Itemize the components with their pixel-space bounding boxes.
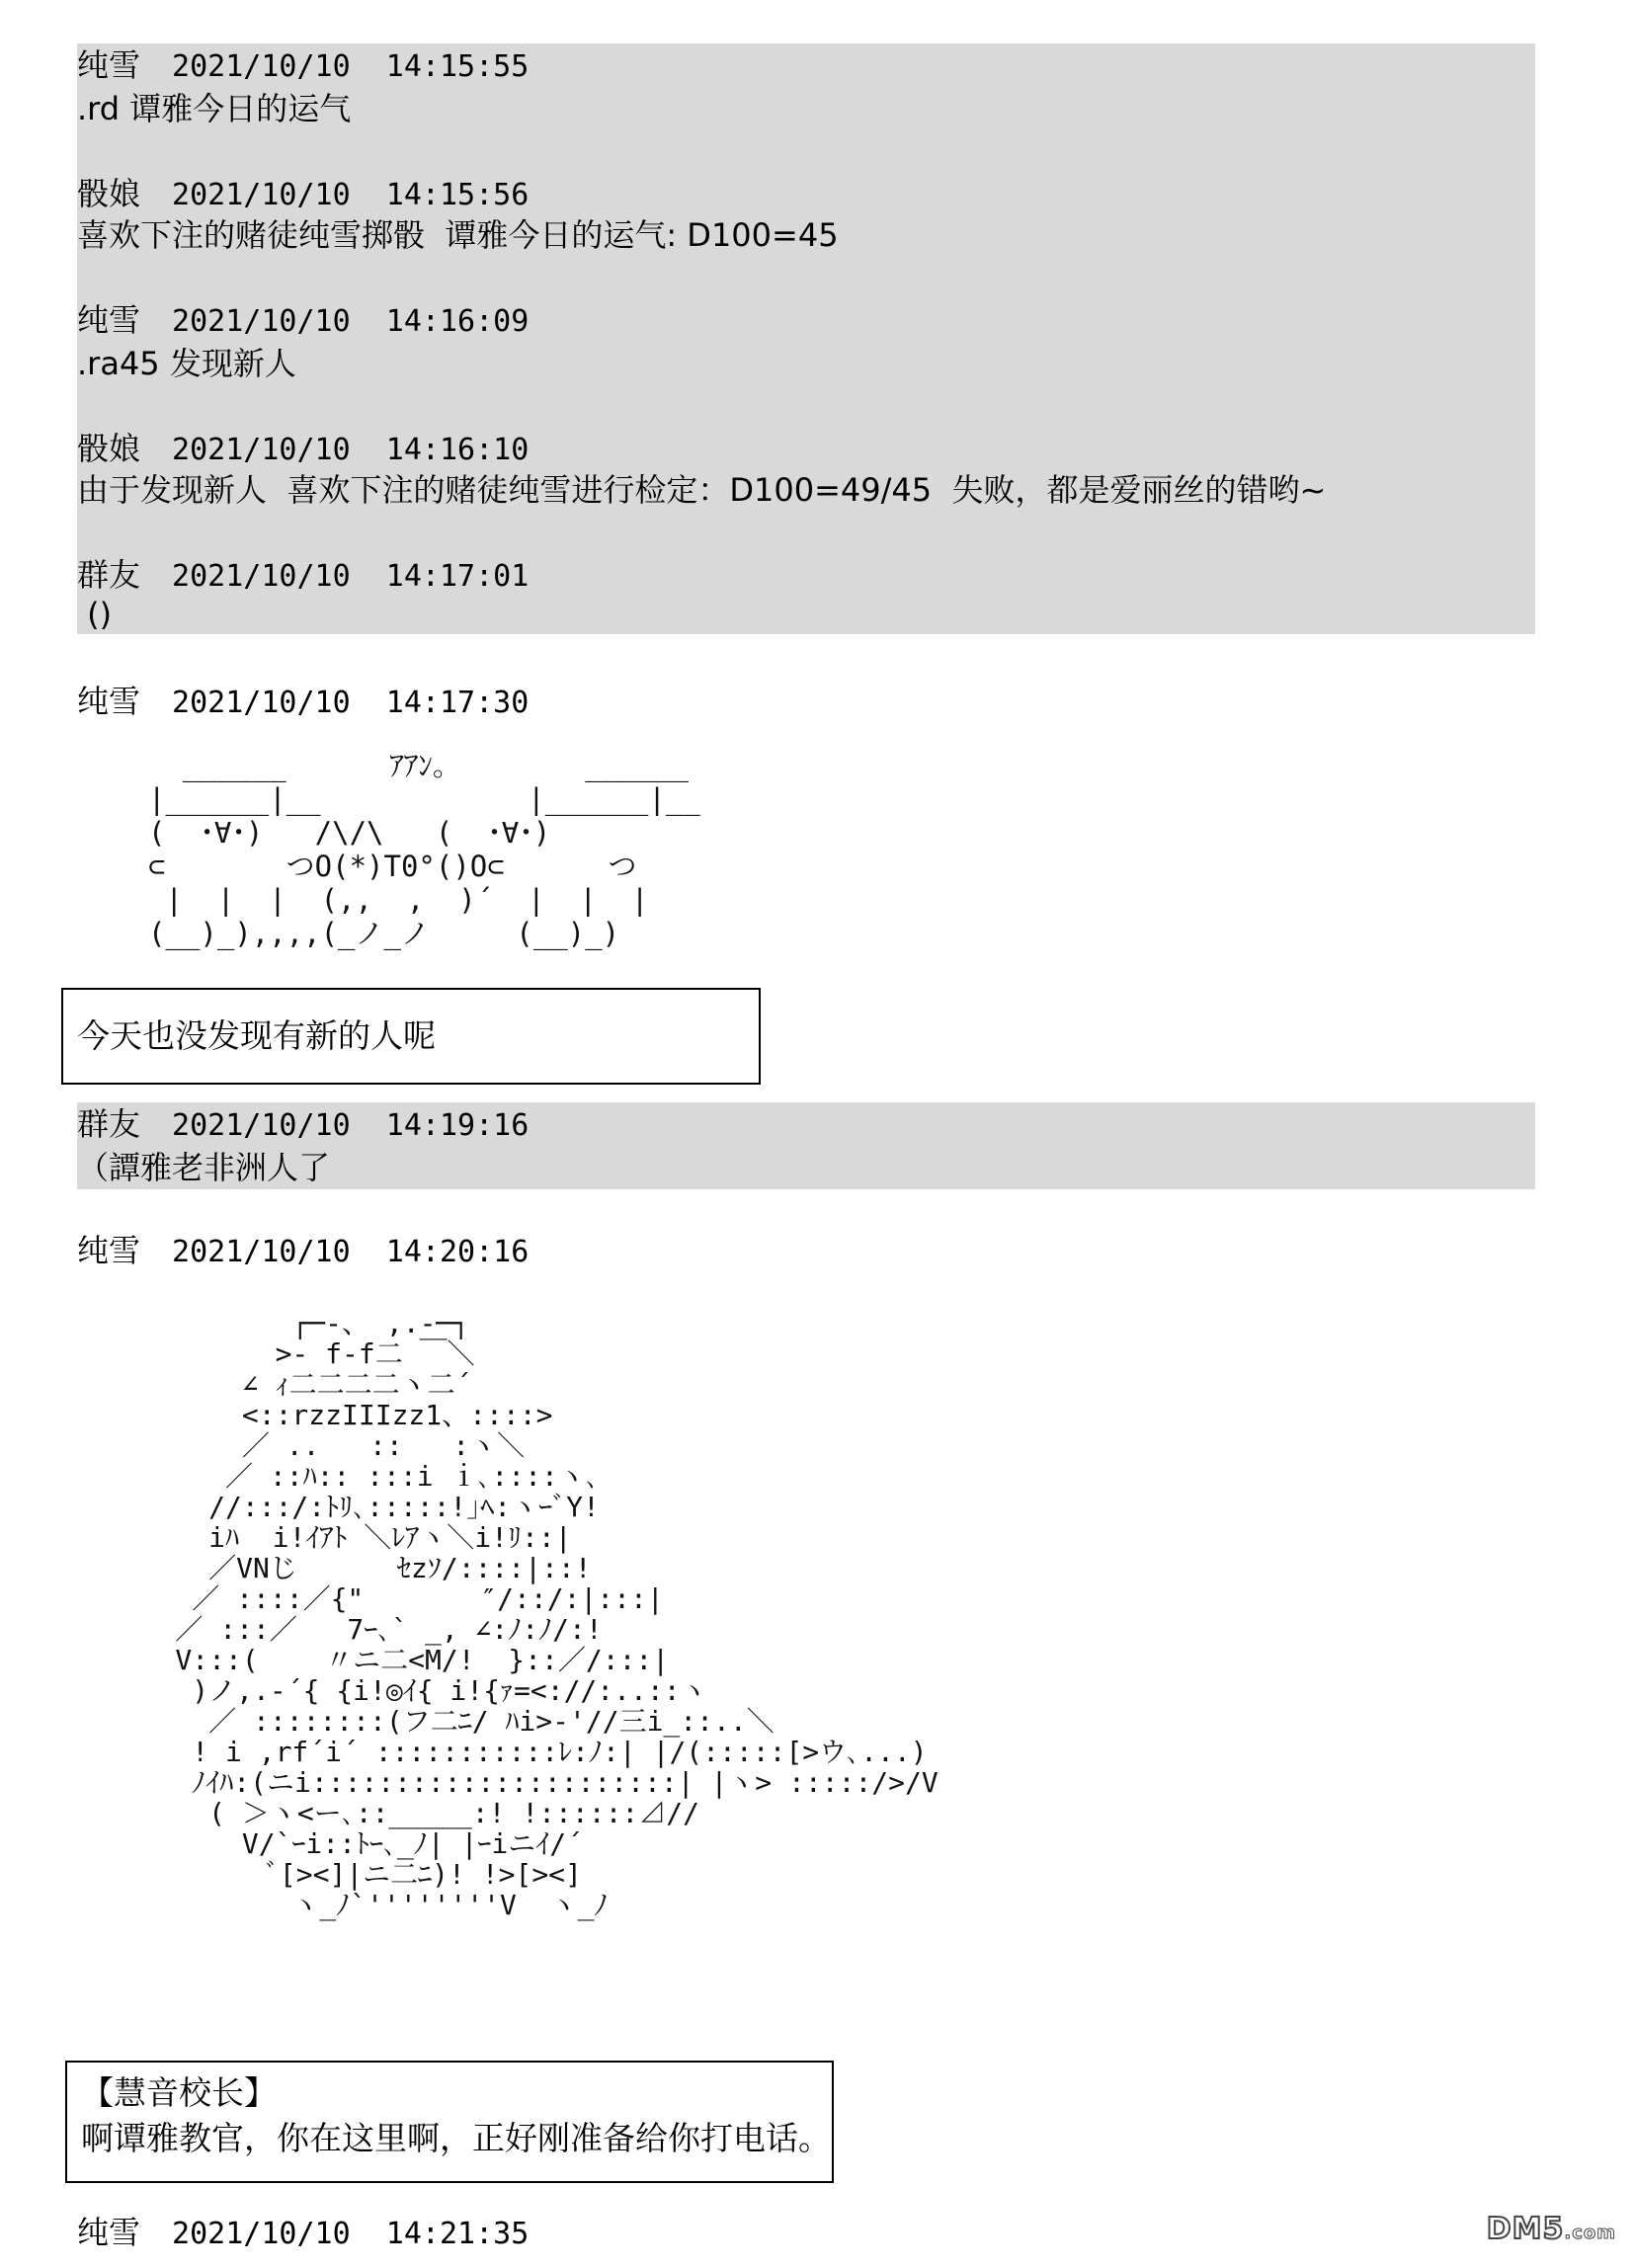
message-header — [77, 1102, 529, 1148]
sender-name: 骰娘 — [77, 175, 141, 212]
sender-name: 群友 — [77, 556, 141, 594]
message-date: 2021/10/10 — [172, 304, 351, 339]
message-time: 14:19:16 — [385, 1108, 530, 1143]
sender-name: 纯雪 — [77, 301, 141, 339]
dialogue-box — [65, 2061, 834, 2183]
message-time: 14:17:30 — [385, 686, 530, 720]
message-text: 由于发现新人 喜欢下注的赌徒纯雪进行检定：D100=49/45 失败，都是爱丽丝的错哟~ — [77, 471, 1327, 509]
watermark-logo: DM5.com — [1486, 2212, 1616, 2246]
message-text: 喜欢下注的赌徒纯雪掷骰 谭雅今日的运气: D100=45 — [77, 216, 839, 254]
sender-name: 纯雪 — [77, 1232, 141, 1269]
message-text: () — [77, 596, 113, 633]
message-text: .rd 谭雅今日的运气 — [77, 90, 352, 127]
message-time: 14:16:09 — [385, 304, 530, 339]
speaker-name: 【慧音校长】 — [81, 2073, 277, 2112]
message-time: 14:15:56 — [385, 178, 530, 212]
ascii-art-character: ┌─-、 ,.-─┐ >- f-f二 ￣＼ ∠ ｨ二二二二ヽ二´ <::rzzIIIzz1、::::> ／ .. :: :ヽ＼ ／ ::ﾊ:: :::i ｉ､::::ヽ､ //:::/:ﾄﾘ､:::::!｣ﾍ:ヽｰﾞY! iﾊ i!ｲｱﾄ ＼ﾚｱヽ＼i!ﾘ::| ／VNじ ｾzｿ/::::|::! ／ ::::／{" ″/::/:|:::| ／ :::／ 7ｰ､` _, ∠:ﾉ:ﾉ/:! V:::( 〃ニ二<M/! }::／/:::| )ノ,.-´{ {i!◎ｲ{ i!{ｧ=<://:..::ヽ ／ ::::::::(フ二ﾆ/ ﾊi>-'//三i_::..＼ ! i ,rf´i´ :::::::::::ﾚ:ﾉ:| |/(:::::[>ウ､...) ﾉｲﾊ:(ニi::::::::::::::::::::::| |ヽ> :::::/>/V ( ＞ヽ<ー､::_____:! !::::::⊿// V/`ｰi::ﾄｰ､_ﾉ| |ｰiニｲ/´ ﾞ[><]|ニ二ﾆ)! !>[><] ヽ_ﾉ`''''''''V ヽ_ﾉ — [175, 1307, 938, 1921]
message-time: 14:16:10 — [385, 433, 530, 467]
message-date: 2021/10/10 — [172, 49, 351, 84]
message-time: 14:17:01 — [385, 559, 530, 594]
message-date: 2021/10/10 — [172, 178, 351, 212]
message-header — [77, 427, 529, 472]
message-date: 2021/10/10 — [172, 2217, 351, 2251]
sender-name: 纯雪 — [77, 683, 141, 720]
message-header — [77, 43, 529, 89]
message-date: 2021/10/10 — [172, 1108, 351, 1143]
message-date: 2021/10/10 — [172, 686, 351, 720]
message-header — [77, 553, 529, 599]
message-date: 2021/10/10 — [172, 559, 351, 594]
dialogue-box — [61, 988, 761, 1085]
message-date: 2021/10/10 — [172, 1235, 351, 1269]
message-header — [77, 298, 529, 344]
sender-name: 纯雪 — [77, 46, 141, 84]
message-text: （譚雅老非洲人了 — [77, 1149, 331, 1186]
message-text: .ra45 发现新人 — [77, 345, 296, 382]
dialogue-text: 啊谭雅教官，你在这里啊，正好刚准备给你打电话。 — [81, 2119, 831, 2157]
ascii-art-characters: ______ ｱｱﾝ｡ ______ |______|__ |______|__ ( ･∀･) /\/\ ( ･∀･) ⊂ つO(*)T0°()O⊂ つ | | | (,, , )´ | | | (__)_),,,,(_ノ_ノ (__)_) — [148, 749, 700, 950]
message-header — [77, 2211, 529, 2256]
message-header — [77, 680, 529, 725]
message-date: 2021/10/10 — [172, 433, 351, 467]
message-time: 14:20:16 — [385, 1235, 530, 1269]
dialogue-text: 今天也没发现有新的人呢 — [77, 1016, 436, 1055]
message-time: 14:21:35 — [385, 2217, 530, 2251]
message-header — [77, 172, 529, 217]
sender-name: 纯雪 — [77, 2214, 141, 2251]
message-header — [77, 1229, 529, 1274]
sender-name: 骰娘 — [77, 430, 141, 467]
sender-name: 群友 — [77, 1105, 141, 1143]
message-time: 14:15:55 — [385, 49, 530, 84]
